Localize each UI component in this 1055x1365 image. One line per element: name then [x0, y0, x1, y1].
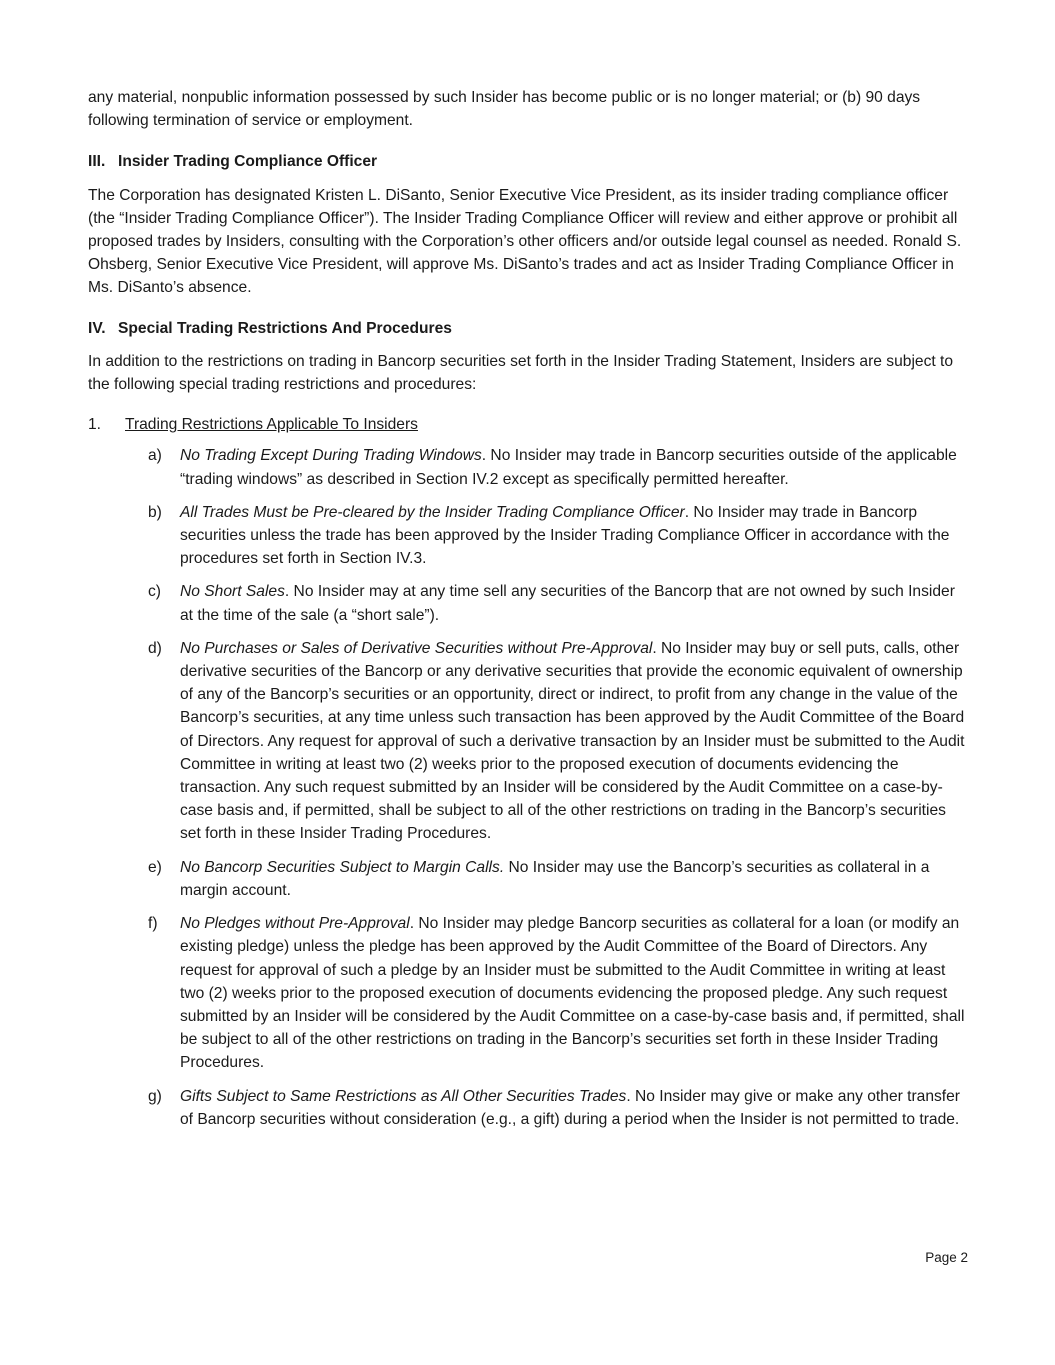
item-letter: e) — [148, 858, 162, 876]
item-lead: No Short Sales — [180, 583, 285, 601]
item-lead: No Purchases or Sales of Derivative Securities without Pre-Approval — [180, 639, 653, 657]
item-text — [180, 912, 970, 1074]
list-item — [148, 856, 970, 902]
subsection-1-number: 1. — [88, 416, 102, 434]
item-text — [180, 1085, 970, 1131]
item-letter: d) — [148, 639, 162, 657]
item-body: No Insider may use the Bancorp’s securities as collateral in a margin account. — [180, 858, 930, 899]
section-3-title: Insider Trading Compliance Officer — [118, 153, 378, 171]
item-letter: f) — [148, 915, 158, 933]
item-letter: b) — [148, 503, 162, 521]
item-letter: g) — [148, 1087, 162, 1105]
item-text — [180, 856, 970, 902]
item-text — [180, 501, 970, 571]
subsection-1-title: Trading Restrictions Applicable To Insiders — [125, 416, 418, 434]
item-body: . No Insider may pledge Bancorp securities as collateral for a loan (or modify an existing pledge) unless the pledge has been approved by the Audit Committee of the Board of Directors. Any request for approval of such a pledge by an Insider must be submitted to the Audit Committee in writing at least two (2) weeks prior to the proposed execution of documents evidencing the proposed pledge. Any such request submitted by an Insider will be considered by the Audit Committee on a case-by-case basis and, if permitted, shall be subject to all of the other restrictions on trading in the Bancorp’s securities set forth in these Insider Trading Procedures. — [180, 915, 965, 1072]
item-body: . No Insider may trade in Bancorp securities unless the trade has been approved by the Insider Trading Compliance Officer in accordance with the procedures set forth in Section IV.3. — [180, 503, 950, 568]
item-text — [180, 580, 970, 626]
item-lead: No Bancorp Securities Subject to Margin Calls. — [180, 858, 505, 876]
item-letter: c) — [148, 583, 161, 601]
page-number: Page 2 — [925, 1250, 968, 1265]
section-3-number: III. — [88, 153, 106, 171]
item-body: . No Insider may trade in Bancorp securities outside of the applicable “trading windows” as described in Section IV.2 except as specifically permitted hereafter. — [180, 447, 957, 488]
section-4-title: Special Trading Restrictions And Procedures — [118, 319, 452, 337]
item-body: . No Insider may at any time sell any securities of the Bancorp that are not owned by such Insider at the time of the sale (a “short sale”). — [180, 583, 955, 624]
section-4-number: IV. — [88, 319, 106, 337]
intro-paragraph: any material, nonpublic information possessed by such Insider has become public or is no longer material; or (b) 90 days following termination of service or employment. — [88, 89, 921, 130]
item-lead: No Trading Except During Trading Windows — [180, 447, 482, 465]
list-item — [148, 501, 970, 571]
section-3-body: The Corporation has designated Kristen L. DiSanto, Senior Executive Vice President, as its insider trading compliance officer (the “Insider Trading Compliance Officer”). The Insider Trading Compliance Officer will review and either approve or prohibit all proposed trades by Insiders, consulting with the Corporation’s other officers and/or outside legal counsel as needed. Ronald S. Ohsberg, Senior Executive Vice President, will approve Ms. DiSanto’s trades and act as Insider Trading Compliance Officer in Ms. DiSanto’s absence. — [88, 186, 962, 297]
list-item — [148, 444, 970, 490]
item-text — [180, 637, 970, 846]
item-letter: a) — [148, 447, 162, 465]
item-lead: Gifts Subject to Same Restrictions as All Other Securities Trades — [180, 1087, 627, 1105]
section-4-heading — [88, 317, 970, 340]
item-text — [180, 444, 970, 490]
list-item — [148, 637, 970, 846]
item-body: . No Insider may give or make any other transfer of Bancorp securities without consideration (e.g., a gift) during a period when the Insider is not permitted to trade. — [180, 1087, 961, 1128]
item-lead: All Trades Must be Pre-cleared by the Insider Trading Compliance Officer — [180, 503, 685, 521]
section-3-heading — [88, 150, 970, 173]
section-4-body: In addition to the restrictions on trading in Bancorp securities set forth in the Insider Trading Statement, Insiders are subject to the following special trading restrictions and procedures: — [88, 352, 954, 394]
subsection-1-heading — [88, 413, 970, 436]
restriction-list — [88, 444, 970, 1130]
document-page — [88, 86, 970, 1141]
list-item — [148, 1085, 970, 1131]
list-item — [148, 912, 970, 1074]
item-lead: No Pledges without Pre-Approval — [180, 915, 410, 933]
list-item — [148, 580, 970, 626]
item-body: . No Insider may buy or sell puts, calls, other derivative securities of the Bancorp or any derivative securities that provide the economic equivalent of ownership of any of the Bancorp’s securities or an opportunity, direct or indirect, to profit from any change in the value of the Bancorp’s securities, at any time unless such transaction has been approved by the Audit Committee of the Board of Directors. Any request for approval of such a derivative transaction by an Insider must be submitted to the Audit Committee in writing at least two (2) weeks prior to the proposed execution of documents evidencing the transaction. Any such request submitted by an Insider will be considered by the Audit Committee on a case-by-case basis and, if permitted, shall be subject to all of the other restrictions on trading in the Bancorp’s securities set forth in these Insider Trading Procedures. — [180, 639, 965, 843]
